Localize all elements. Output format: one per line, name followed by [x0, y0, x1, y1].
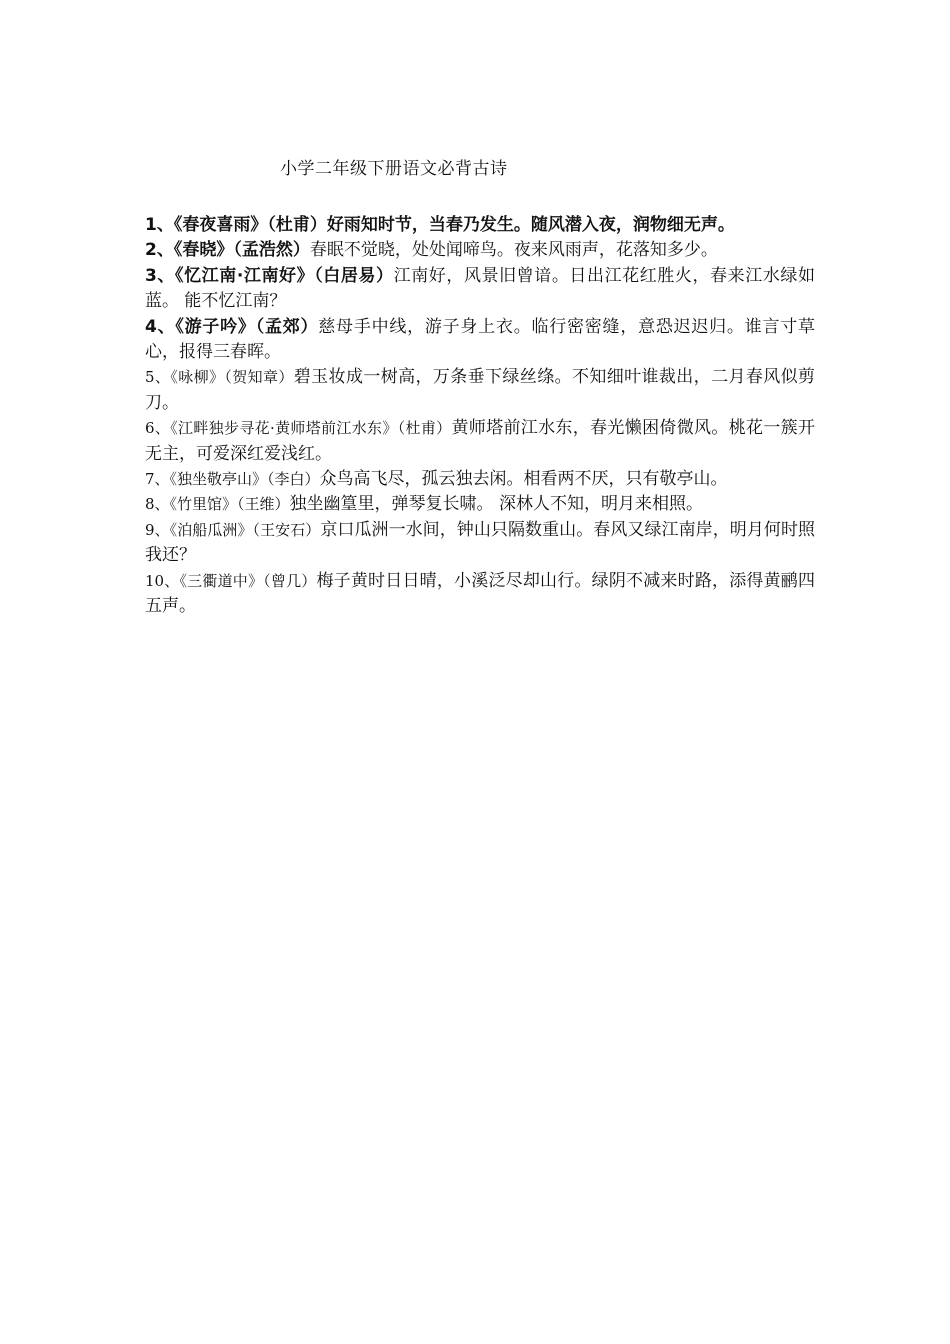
poem-7-text: 众鸟高飞尽，孤云独去闲。相看两不厌，只有敬亭山。 — [319, 469, 728, 490]
poem-4 — [145, 315, 815, 366]
poem-4-heading: 4、《游子吟》（孟郊） — [145, 316, 319, 337]
poem-1-heading: 1、《春夜喜雨》（杜甫） — [145, 215, 327, 235]
poem-2-text: 春眠不觉晓，处处闻啼鸟。夜来风雨声，花落知多少。 — [309, 240, 718, 261]
poem-10-text: 梅子黄时日日晴，小溪泛尽却山行。绿阴不减来时路，添得黄鹂四五声。 — [145, 570, 816, 617]
poem-6 — [145, 416, 815, 467]
poem-list — [145, 213, 815, 620]
poem-10 — [145, 569, 815, 620]
poem-9-heading: 9、《泊船瓜洲》（王安石） — [145, 520, 321, 539]
poem-8-text: 独坐幽篁里，弹琴复长啸。 深林人不知，明月来相照。 — [289, 494, 703, 515]
poem-6-heading: 6、《江畔独步寻花·黄师塔前江水东》（杜甫） — [145, 419, 452, 438]
poem-2 — [145, 238, 815, 263]
document-title: 小学二年级下册语文必背古诗 — [280, 159, 508, 179]
poem-10-heading: 10、《三衢道中》（曾几） — [145, 571, 317, 590]
poem-9 — [145, 518, 815, 569]
poem-8-heading: 8、《竹里馆》（王维） — [145, 495, 290, 514]
poem-3-heading: 3、《忆江南·江南好》（白居易） — [145, 265, 394, 286]
poem-4-text: 慈母手中线，游子身上衣。临行密密缝，意恐迟迟归。谁言寸草心，报得三春晖。 — [145, 316, 815, 363]
poem-6-text: 黄师塔前江水东，春光懒困倚微风。桃花一簇开无主，可爱深红爱浅红。 — [145, 418, 815, 464]
poem-8 — [145, 492, 815, 517]
poem-9-text: 京口瓜洲一水间，钟山只隔数重山。春风又绿江南岸，明月何时照我还？ — [145, 519, 816, 566]
poem-3-text: 江南好，风景旧曾谙。日出江花红胜火，春来江水绿如蓝。 能不忆江南？ — [145, 265, 815, 312]
poem-1 — [145, 213, 815, 238]
poem-5-text: 碧玉妆成一树高，万条垂下绿丝绦。不知细叶谁裁出，二月春风似剪刀。 — [145, 367, 815, 413]
poem-3 — [145, 264, 815, 315]
poem-2-heading: 2、《春晓》（孟浩然） — [145, 240, 310, 261]
poem-7-heading: 7、《独坐敬亭山》（李白） — [145, 470, 320, 489]
poem-5-heading: 5、《咏柳》（贺知章） — [145, 368, 294, 387]
poem-7 — [145, 467, 815, 492]
poem-5 — [145, 365, 815, 416]
poem-1-text: 好雨知时节，当春乃发生。随风潜入夜，润物细无声。 — [326, 215, 735, 235]
